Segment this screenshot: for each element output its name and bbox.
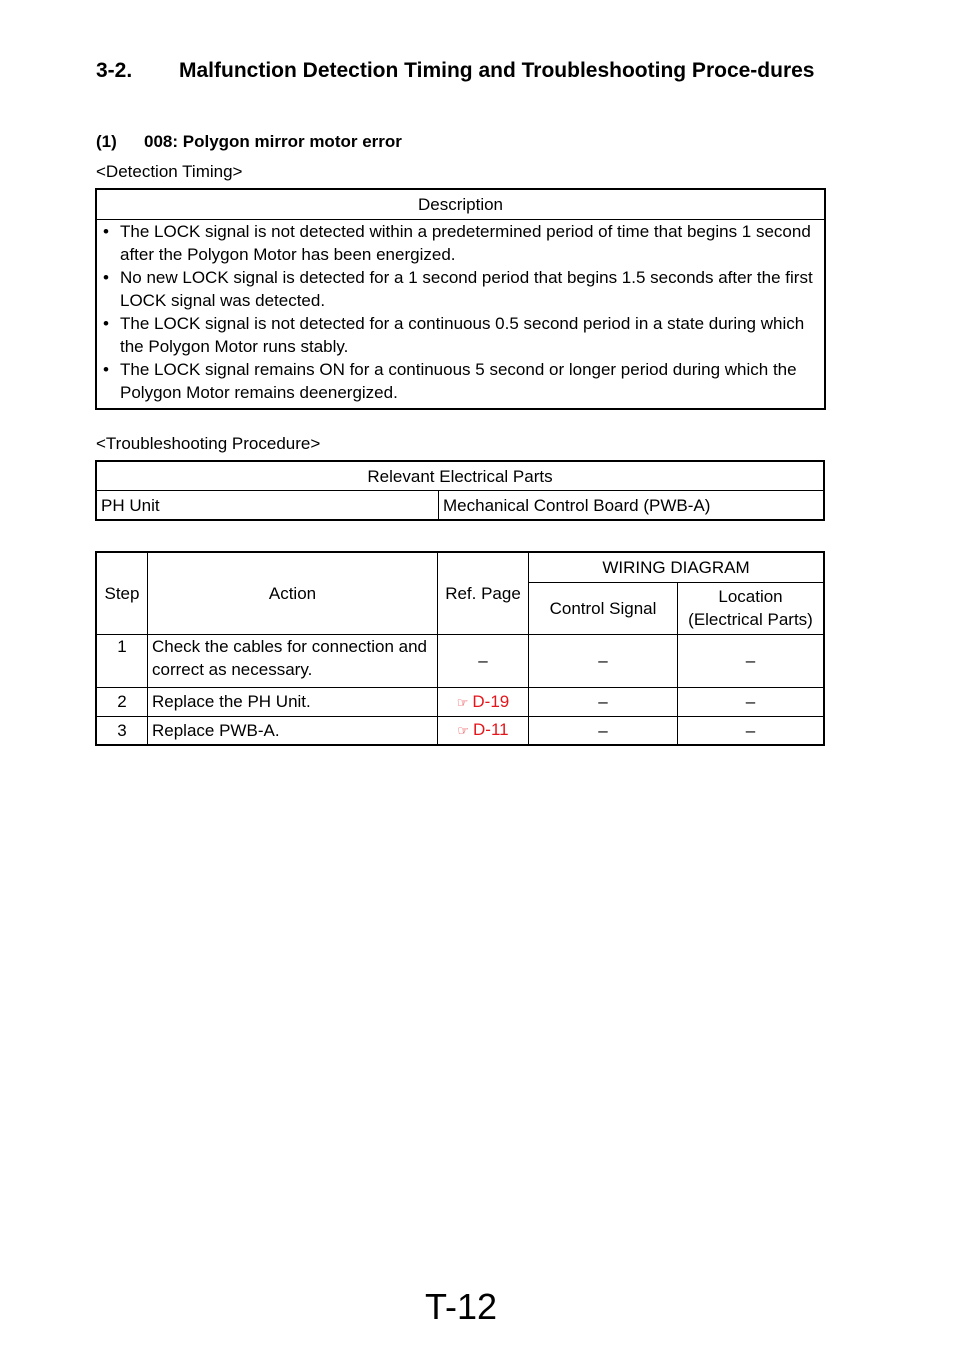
step-number: 2 bbox=[96, 687, 148, 716]
step-control-signal: – bbox=[529, 634, 678, 687]
description-item: • No new LOCK signal is detected for a 1 second period that begins 1.5 seconds after the first LOCK signal was detected. bbox=[101, 266, 820, 312]
action-header: Action bbox=[148, 552, 438, 634]
ref-page-link-d11[interactable] bbox=[457, 720, 508, 739]
step-action: Replace the PH Unit. bbox=[148, 687, 438, 716]
table-row bbox=[96, 687, 824, 716]
step-control-signal: – bbox=[529, 687, 678, 716]
steps-table bbox=[95, 551, 825, 746]
wiring-diagram-header: WIRING DIAGRAM bbox=[529, 552, 825, 582]
ref-page-link-text: D-19 bbox=[472, 691, 510, 711]
step-header: Step bbox=[96, 552, 148, 634]
sub-heading-text: 008: Polygon mirror motor error bbox=[144, 132, 402, 151]
relevant-parts-table bbox=[95, 460, 825, 521]
step-location: – bbox=[678, 716, 825, 745]
step-ref-page bbox=[438, 687, 529, 716]
section-number: 3-2. bbox=[96, 59, 133, 82]
section-title: Malfunction Detection Timing and Troubleshooting Proce-dures bbox=[179, 59, 815, 82]
detection-table bbox=[95, 188, 826, 410]
step-location: – bbox=[678, 687, 825, 716]
ref-page-header: Ref. Page bbox=[438, 552, 529, 634]
pointing-hand-icon: ☞ bbox=[457, 723, 470, 739]
step-ref-page bbox=[438, 716, 529, 745]
step-location: – bbox=[678, 634, 825, 687]
description-item: • The LOCK signal remains ON for a continuous 5 second or longer period during which the Polygon Motor remains deenergized. bbox=[101, 358, 820, 404]
step-ref-page: – bbox=[438, 634, 529, 687]
table-row bbox=[96, 716, 824, 745]
relevant-parts-header: Relevant Electrical Parts bbox=[96, 461, 824, 491]
part-ph-unit: PH Unit bbox=[96, 491, 439, 521]
step-number: 3 bbox=[96, 716, 148, 745]
description-header: Description bbox=[96, 189, 825, 220]
step-number: 1 bbox=[96, 634, 148, 687]
ref-page-link-text: D-11 bbox=[473, 720, 509, 740]
description-cell bbox=[96, 220, 825, 410]
description-item: • The LOCK signal is not detected within a predetermined period of time that begins 1 second after the Polygon Motor has been energized. bbox=[101, 220, 820, 266]
page-number: T-12 bbox=[424, 1286, 498, 1327]
troubleshooting-label: <Troubleshooting Procedure> bbox=[96, 434, 321, 453]
description-list bbox=[101, 220, 820, 404]
sub-heading-number: (1) bbox=[96, 132, 117, 151]
pointing-hand-icon: ☞ bbox=[456, 694, 469, 710]
step-action: Replace PWB-A. bbox=[148, 716, 438, 745]
detection-timing-label: <Detection Timing> bbox=[96, 162, 243, 181]
ref-page-link-d19[interactable] bbox=[457, 692, 510, 711]
description-item: • The LOCK signal is not detected for a continuous 0.5 second period in a state during which the Polygon Motor runs stably. bbox=[101, 312, 820, 358]
table-row bbox=[96, 634, 824, 687]
control-signal-header: Control Signal bbox=[529, 582, 678, 634]
step-control-signal: – bbox=[529, 716, 678, 745]
location-header: Location (Electrical Parts) bbox=[678, 582, 825, 634]
step-action: Check the cables for connection and correct as necessary. bbox=[148, 634, 438, 687]
part-pwb-a: Mechanical Control Board (PWB-A) bbox=[439, 491, 825, 521]
